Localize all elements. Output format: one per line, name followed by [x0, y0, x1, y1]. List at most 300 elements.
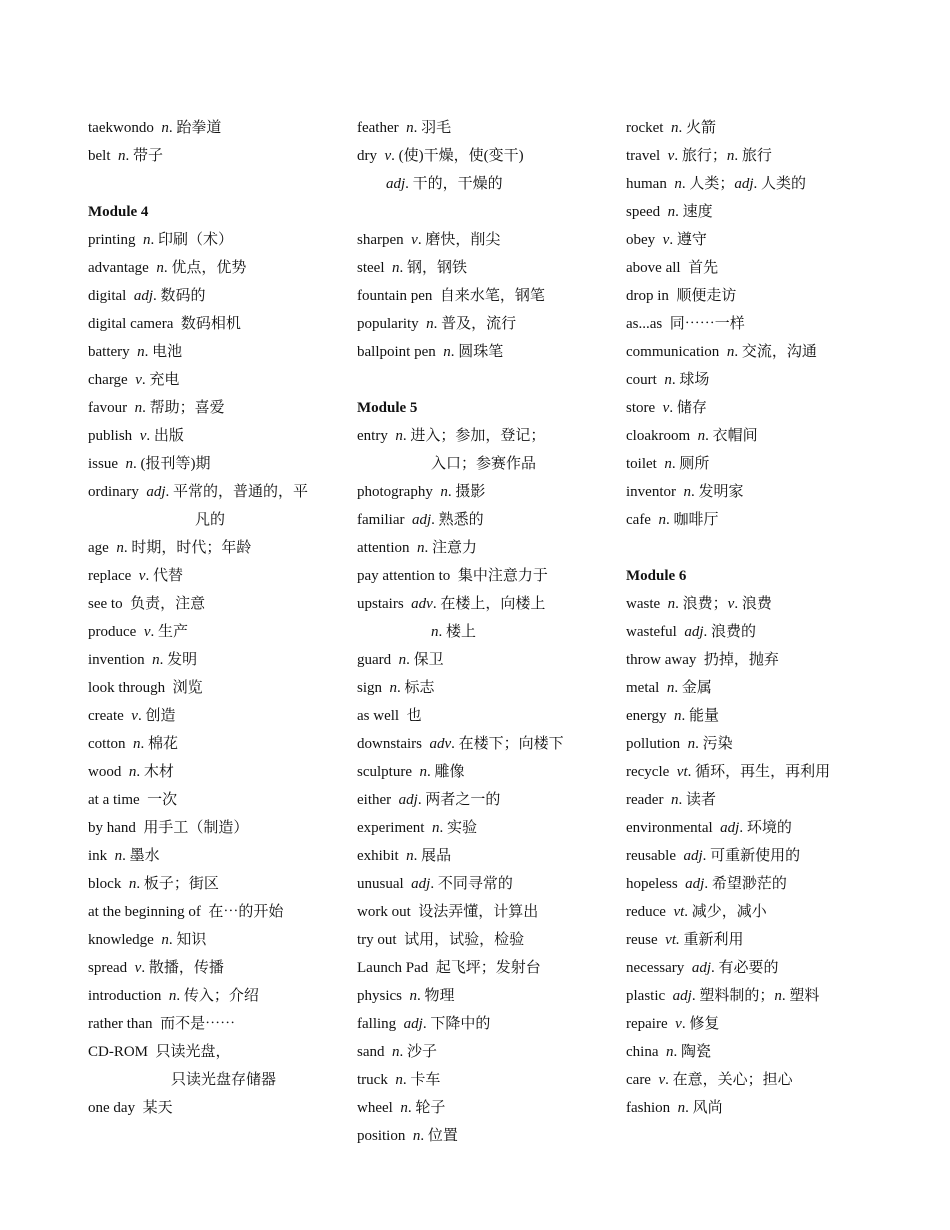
vocab-entry: age n. 时期，时代；年龄 — [88, 540, 252, 556]
vocab-entry: knowledge n. 知识 — [88, 932, 207, 948]
vocab-entry: store v. 储存 — [626, 400, 707, 416]
vocab-entry — [88, 590, 350, 618]
vocab-entry: entry n. 进入；参加，登记； — [357, 428, 546, 444]
meaning: 卡车 — [410, 1072, 441, 1088]
vocab-entry: exhibit n. 展品 — [357, 848, 452, 864]
word: wheel — [357, 1100, 393, 1116]
part-of-speech: v — [131, 708, 138, 724]
word: waste — [626, 596, 661, 612]
word: china — [626, 1044, 659, 1060]
vocab-entry: taekwondo n. 跆拳道 — [88, 120, 222, 136]
part-of-speech: adj — [672, 988, 692, 1004]
meaning: 注意力 — [432, 540, 478, 556]
part-of-speech: n — [431, 624, 439, 640]
word: rocket — [626, 120, 664, 136]
word: look through — [88, 680, 166, 696]
vocab-entry: necessary adj. 有必要的 — [626, 960, 779, 976]
vocab-entry: create v. 创造 — [88, 708, 176, 724]
meaning: 循环，再生，再利用 — [695, 764, 831, 780]
vocab-entry — [357, 562, 619, 590]
meaning: 传入；介绍 — [183, 988, 259, 1004]
meaning: 环境的 — [746, 820, 792, 836]
part-of-speech: n — [697, 428, 706, 444]
meaning: 旅行 — [741, 148, 772, 164]
part-of-speech: n — [665, 1044, 674, 1060]
vocab-entry: cafe n. 咖啡厅 — [626, 512, 719, 528]
part-of-speech: n — [156, 260, 164, 276]
word: physics — [357, 988, 402, 1004]
meaning: 有必要的 — [718, 960, 779, 976]
word: cafe — [626, 512, 651, 528]
vocab-entry: ballpoint pen n. 圆珠笔 — [357, 344, 504, 360]
word: store — [626, 400, 656, 416]
meaning: 速度 — [682, 204, 713, 220]
word: familiar — [357, 512, 405, 528]
word: digital camera — [88, 316, 174, 332]
vocab-entry: advantage n. 优点，优势 — [88, 260, 247, 276]
word: ink — [88, 848, 108, 864]
vocab-entry: sculpture n. 雕像 — [357, 764, 465, 780]
meaning: 重新利用 — [683, 932, 744, 948]
meaning: 带子 — [133, 148, 164, 164]
meaning: 试用，试验，检验 — [404, 932, 525, 948]
vocab-entry — [357, 702, 619, 730]
vocab-entry — [88, 1038, 350, 1066]
part-of-speech: n — [683, 484, 691, 500]
word: create — [88, 708, 124, 724]
vocab-entry: china n. 陶瓷 — [626, 1044, 711, 1060]
word: toilet — [626, 456, 657, 472]
part-of-speech: n — [125, 456, 133, 472]
meaning: 可重新使用的 — [710, 848, 801, 864]
word: speed — [626, 204, 661, 220]
vocab-entry — [88, 310, 350, 338]
meaning: 交流，沟通 — [741, 344, 817, 360]
part-of-speech: n — [426, 316, 434, 332]
meaning: 集中注意力于 — [457, 568, 548, 584]
part-of-speech: n — [670, 792, 679, 808]
vocab-entry: invention n. 发明 — [88, 652, 198, 668]
part-of-speech: n — [395, 428, 403, 444]
vocab-entry: human n. 人类；adj. 人类的 — [626, 176, 807, 192]
vocab-entry: inventor n. 发明家 — [626, 484, 744, 500]
entry-continuation — [88, 506, 350, 534]
part-of-speech: v — [727, 596, 735, 612]
word: hopeless — [626, 876, 678, 892]
meaning: 实验 — [446, 820, 477, 836]
part-of-speech: n — [667, 596, 676, 612]
meaning: 电池 — [152, 344, 183, 360]
part-of-speech: n — [161, 932, 169, 948]
meaning: 浪费 — [741, 596, 772, 612]
word: wasteful — [626, 624, 677, 640]
vocab-entry: fashion n. 风尚 — [626, 1100, 723, 1116]
vocab-entry: steel n. 钢，钢铁 — [357, 260, 468, 276]
vocab-entry: printing n. 印刷（术） — [88, 232, 234, 248]
part-of-speech: n — [726, 344, 735, 360]
part-of-speech: n — [398, 652, 407, 668]
meaning: 两者之一的 — [425, 792, 501, 808]
vocab-entry — [88, 786, 350, 814]
meaning: 平常的，普通的，平 — [173, 484, 309, 500]
vocab-entry: reader n. 读者 — [626, 792, 716, 808]
vocab-entry: favour n. 帮助；喜爱 — [88, 400, 225, 416]
meaning: 火箭 — [685, 120, 716, 136]
word: downstairs — [357, 736, 422, 752]
meaning: 能量 — [689, 708, 720, 724]
meaning: 棉花 — [148, 736, 179, 752]
vocab-entry: rocket n. 火箭 — [626, 120, 716, 136]
part-of-speech: n — [670, 120, 679, 136]
meaning: 板子；街区 — [143, 876, 219, 892]
part-of-speech: v — [139, 428, 147, 444]
meaning: 凡的 — [195, 512, 226, 528]
part-of-speech: n — [392, 260, 400, 276]
word: one day — [88, 1100, 136, 1116]
vocab-entry: physics n. 物理 — [357, 988, 455, 1004]
meaning: 出版 — [153, 428, 184, 444]
word: publish — [88, 428, 133, 444]
word: pollution — [626, 736, 681, 752]
vocab-entry: battery n. 电池 — [88, 344, 183, 360]
part-of-speech: adj — [386, 176, 406, 192]
meaning: 轮子 — [415, 1100, 446, 1116]
word: cloakroom — [626, 428, 691, 444]
word: produce — [88, 624, 137, 640]
word: age — [88, 540, 109, 556]
word: pay attention to — [357, 568, 451, 584]
part-of-speech: n — [395, 1072, 403, 1088]
meaning: 在⋯的开始 — [208, 904, 284, 920]
meaning: 普及，流行 — [441, 316, 517, 332]
word: Launch Pad — [357, 960, 429, 976]
part-of-speech: adj — [683, 848, 703, 864]
part-of-speech: n — [133, 736, 141, 752]
word: as well — [357, 708, 400, 724]
word: reuse — [626, 932, 658, 948]
meaning: 数码的 — [160, 288, 206, 304]
word: see to — [88, 596, 123, 612]
word: ordinary — [88, 484, 139, 500]
vocab-entry: downstairs adv. 在楼下；向楼下 — [357, 736, 564, 752]
meaning: 入口；参赛作品 — [431, 456, 537, 472]
vocab-entry: upstairs adv. 在楼上，向楼上 — [357, 596, 546, 612]
word: belt — [88, 148, 111, 164]
vocab-entry: communication n. 交流，沟通 — [626, 344, 817, 360]
vocab-entry: publish v. 出版 — [88, 428, 184, 444]
blank-line — [357, 366, 619, 394]
vocab-entry: sign n. 标志 — [357, 680, 435, 696]
part-of-speech: v — [135, 372, 142, 388]
meaning: 储存 — [676, 400, 707, 416]
word: communication — [626, 344, 720, 360]
part-of-speech: adj — [403, 1016, 423, 1032]
vocab-entry: cotton n. 棉花 — [88, 736, 179, 752]
word: sand — [357, 1044, 385, 1060]
word: knowledge — [88, 932, 154, 948]
part-of-speech: n — [443, 344, 451, 360]
word: feather — [357, 120, 399, 136]
meaning: 陶瓷 — [680, 1044, 711, 1060]
word: obey — [626, 232, 656, 248]
vocab-entry: either adj. 两者之一的 — [357, 792, 501, 808]
word: digital — [88, 288, 127, 304]
part-of-speech: vt — [676, 764, 688, 780]
vocab-entry — [88, 674, 350, 702]
part-of-speech: n — [409, 988, 417, 1004]
part-of-speech: adj — [146, 484, 166, 500]
meaning: 发明家 — [698, 484, 744, 500]
word: travel — [626, 148, 661, 164]
word: at a time — [88, 792, 140, 808]
meaning: 只读光盘存储器 — [171, 1072, 277, 1088]
meaning: 人类的 — [761, 176, 807, 192]
part-of-speech: n — [128, 876, 137, 892]
part-of-speech: adj — [691, 960, 711, 976]
part-of-speech: n — [137, 344, 145, 360]
meaning: 修复 — [689, 1016, 720, 1032]
vocab-entry: belt n. 带子 — [88, 148, 164, 164]
word: at the beginning of — [88, 904, 201, 920]
part-of-speech: v — [658, 1072, 666, 1088]
vocab-entry: feather n. 羽毛 — [357, 120, 452, 136]
meaning: 不同寻常的 — [437, 876, 513, 892]
meaning: 展品 — [421, 848, 452, 864]
vocab-entry: wheel n. 轮子 — [357, 1100, 446, 1116]
part-of-speech: n — [168, 988, 177, 1004]
meaning: 优点，优势 — [171, 260, 247, 276]
part-of-speech: adj — [684, 624, 704, 640]
part-of-speech: n — [406, 120, 414, 136]
part-of-speech: v — [675, 1016, 682, 1032]
meaning: 首先 — [688, 260, 719, 276]
vocab-entry: care v. 在意，关心；担心 — [626, 1072, 793, 1088]
part-of-speech: n — [400, 1100, 408, 1116]
vocab-entry — [626, 254, 888, 282]
meaning: 读者 — [685, 792, 716, 808]
meaning: 印刷（术） — [158, 232, 234, 248]
word: sign — [357, 680, 383, 696]
word: invention — [88, 652, 145, 668]
part-of-speech: n — [114, 848, 123, 864]
vocab-entry: issue n. (报刊等)期 — [88, 456, 211, 472]
vocab-entry: sharpen v. 磨快，削尖 — [357, 232, 501, 248]
meaning: 起飞坪；发射台 — [435, 960, 541, 976]
vocab-entry: produce v. 生产 — [88, 624, 188, 640]
vocab-entry: ink n. 墨水 — [88, 848, 160, 864]
meaning: 扔掉，抛弃 — [703, 652, 779, 668]
vocab-entry: position n. 位置 — [357, 1128, 458, 1144]
part-of-speech: n — [674, 708, 682, 724]
vocab-entry: familiar adj. 熟悉的 — [357, 512, 484, 528]
vocab-entry — [88, 1094, 350, 1122]
word: work out — [357, 904, 411, 920]
module-heading: Module 5 — [357, 400, 418, 416]
vocab-entry: hopeless adj. 希望渺茫的 — [626, 876, 787, 892]
word: throw away — [626, 652, 697, 668]
part-of-speech: vt. — [665, 932, 680, 948]
word: falling — [357, 1016, 397, 1032]
part-of-speech: n — [143, 232, 151, 248]
word: advantage — [88, 260, 149, 276]
meaning: 一次 — [147, 792, 178, 808]
word: attention — [357, 540, 410, 556]
word: battery — [88, 344, 130, 360]
meaning: 保卫 — [413, 652, 444, 668]
meaning: 设法弄懂，计算出 — [418, 904, 539, 920]
meaning: 充电 — [149, 372, 180, 388]
vocab-entry: recycle vt. 循环，再生，再利用 — [626, 764, 831, 780]
vocab-entry: obey v. 遵守 — [626, 232, 707, 248]
word: above all — [626, 260, 681, 276]
meaning: 磨快，削尖 — [425, 232, 501, 248]
vocab-entry: waste n. 浪费；v. 浪费 — [626, 596, 772, 612]
meaning: 帮助；喜爱 — [149, 400, 225, 416]
part-of-speech: adj — [734, 176, 754, 192]
meaning: 厕所 — [679, 456, 710, 472]
vocab-entry: attention n. 注意力 — [357, 540, 478, 556]
word: recycle — [626, 764, 670, 780]
vocab-entry: ordinary adj. 平常的，普通的，平 — [88, 484, 309, 500]
vocab-entry: environmental adj. 环境的 — [626, 820, 792, 836]
part-of-speech: adj — [720, 820, 740, 836]
meaning: 标志 — [404, 680, 435, 696]
meaning: 顺便走访 — [676, 288, 737, 304]
meaning: (报刊等)期 — [140, 456, 211, 472]
meaning: 数码相机 — [180, 316, 241, 332]
meaning: 在意，关心；担心 — [672, 1072, 793, 1088]
word: upstairs — [357, 596, 404, 612]
meaning: 生产 — [157, 624, 188, 640]
word: fashion — [626, 1100, 671, 1116]
vocab-entry: travel v. 旅行；n. 旅行 — [626, 148, 772, 164]
module-heading: Module 6 — [626, 568, 687, 584]
part-of-speech: adj — [133, 288, 153, 304]
part-of-speech: n — [134, 400, 143, 416]
meaning: 希望渺茫的 — [711, 876, 787, 892]
vocab-entry: photography n. 摄影 — [357, 484, 486, 500]
word: as...as — [626, 316, 663, 332]
vocab-entry: reduce vt. 减少，减小 — [626, 904, 767, 920]
part-of-speech: adj — [411, 876, 431, 892]
word: favour — [88, 400, 128, 416]
vocab-entry — [357, 282, 619, 310]
part-of-speech: n — [152, 652, 160, 668]
meaning: (使)干燥，使(变干) — [398, 148, 524, 164]
entry-continuation: n. 楼上 — [431, 624, 477, 640]
vocab-entry — [626, 926, 888, 954]
part-of-speech: n — [664, 456, 672, 472]
word: popularity — [357, 316, 419, 332]
word: exhibit — [357, 848, 399, 864]
blank-line — [626, 534, 888, 562]
part-of-speech: v — [662, 400, 670, 416]
word: dry — [357, 148, 377, 164]
meaning: 污染 — [702, 736, 733, 752]
vocab-entry: experiment n. 实验 — [357, 820, 477, 836]
word: rather than — [88, 1016, 153, 1032]
vocab-entry: cloakroom n. 衣帽间 — [626, 428, 758, 444]
word: human — [626, 176, 667, 192]
word: CD-ROM — [88, 1044, 149, 1060]
word: introduction — [88, 988, 162, 1004]
word: court — [626, 372, 657, 388]
meaning: 遵守 — [676, 232, 707, 248]
part-of-speech: n — [677, 1100, 686, 1116]
module-heading: Module 4 — [88, 204, 149, 220]
vocab-entry: block n. 板子；街区 — [88, 876, 219, 892]
word: energy — [626, 708, 667, 724]
word: reader — [626, 792, 664, 808]
meaning: 也 — [406, 708, 422, 724]
meaning: 位置 — [427, 1128, 458, 1144]
vocab-entry: speed n. 速度 — [626, 204, 713, 220]
word: cotton — [88, 736, 126, 752]
meaning: 只读光盘， — [155, 1044, 231, 1060]
meaning: 某天 — [142, 1100, 173, 1116]
part-of-speech: adj — [398, 792, 418, 808]
part-of-speech: v — [411, 232, 418, 248]
word: metal — [626, 680, 660, 696]
meaning: 雕像 — [434, 764, 465, 780]
vocab-entry: falling adj. 下降中的 — [357, 1016, 491, 1032]
meaning: 球场 — [679, 372, 710, 388]
word: printing — [88, 232, 136, 248]
blank-line — [357, 198, 619, 226]
meaning: 散播，传播 — [148, 960, 224, 976]
word: wood — [88, 764, 122, 780]
meaning: 物理 — [424, 988, 455, 1004]
part-of-speech: n — [674, 176, 682, 192]
meaning: 楼上 — [446, 624, 477, 640]
meaning: 干的，干燥的 — [412, 176, 503, 192]
part-of-speech: n — [431, 820, 440, 836]
word: care — [626, 1072, 651, 1088]
part-of-speech: adv — [429, 736, 452, 752]
word: experiment — [357, 820, 425, 836]
vocab-entry: wood n. 木材 — [88, 764, 174, 780]
vocab-entry — [88, 814, 350, 842]
word: truck — [357, 1072, 388, 1088]
part-of-speech: n — [726, 148, 735, 164]
part-of-speech: n — [440, 484, 448, 500]
vocab-entry — [88, 898, 350, 926]
word: reusable — [626, 848, 676, 864]
meaning: 负责，注意 — [130, 596, 206, 612]
part-of-speech: v — [384, 148, 392, 164]
meaning: 墨水 — [129, 848, 160, 864]
vocab-column-3 — [626, 114, 888, 1122]
vocab-entry: spread v. 散播，传播 — [88, 960, 224, 976]
part-of-speech: v — [143, 624, 151, 640]
meaning: 浏览 — [172, 680, 203, 696]
meaning: 自来水笔，钢笔 — [439, 288, 545, 304]
part-of-speech: n — [161, 120, 169, 136]
word: block — [88, 876, 122, 892]
entry-continuation: adj. 干的，干燥的 — [386, 176, 503, 192]
vocab-entry: introduction n. 传入；介绍 — [88, 988, 259, 1004]
meaning: 在楼下；向楼下 — [458, 736, 564, 752]
meaning: 同⋯⋯一样 — [669, 316, 745, 332]
meaning: 熟悉的 — [438, 512, 484, 528]
word: repaire — [626, 1016, 668, 1032]
meaning: 进入；参加，登记； — [410, 428, 546, 444]
vocab-entry: repaire v. 修复 — [626, 1016, 720, 1032]
word: inventor — [626, 484, 676, 500]
meaning: 木材 — [143, 764, 174, 780]
part-of-speech: vt — [673, 904, 685, 920]
word: necessary — [626, 960, 685, 976]
